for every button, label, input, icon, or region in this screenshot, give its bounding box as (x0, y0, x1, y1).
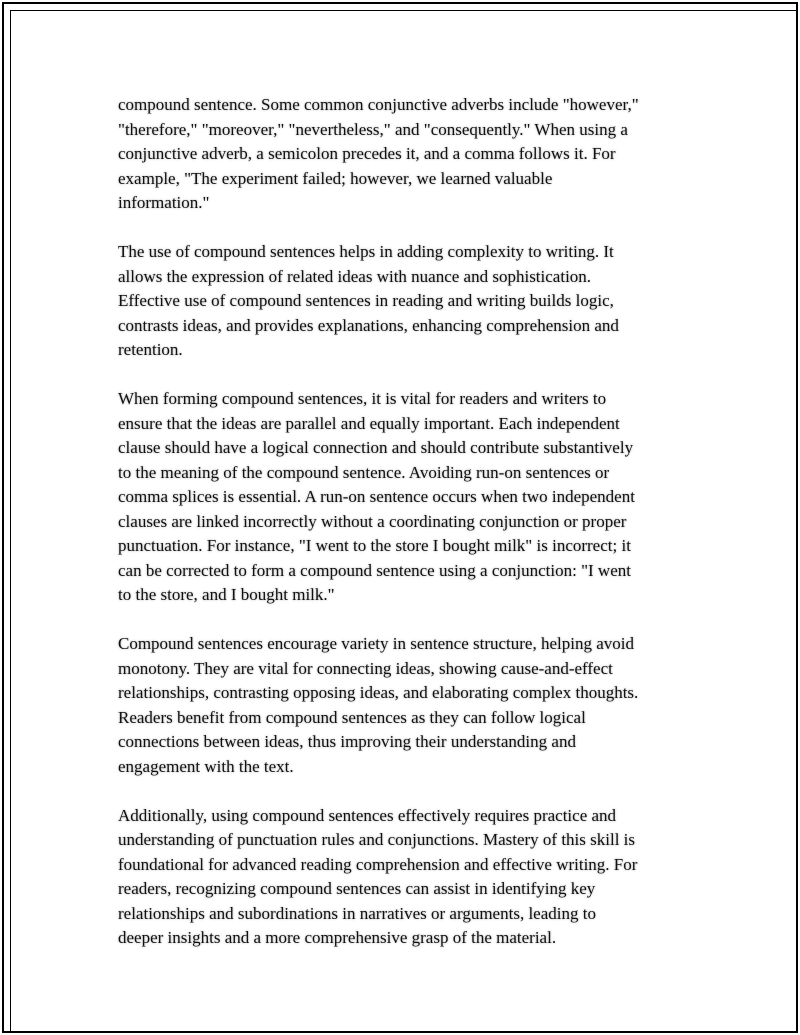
text-line: information." (118, 193, 210, 212)
document-body (118, 93, 690, 975)
text-line: connections between ideas, thus improving their understanding and (118, 732, 576, 751)
text-line: readers, recognizing compound sentences can assist in identifying key (118, 879, 596, 898)
text-line: engagement with the text. (118, 756, 294, 776)
text-line: to the meaning of the compound sentence. Avoiding run-on sentences or (118, 462, 610, 482)
text-line: can be corrected to form a compound sentence using a conjunction: "I went (118, 560, 631, 580)
text-line: ensure that the ideas are parallel and equally important. Each independent (118, 413, 620, 433)
text-line: deeper insights and a more comprehensive grasp of the material. (118, 928, 557, 947)
paragraph-conjunctive-adverbs (118, 93, 690, 216)
text-line: relationships, contrasting opposing ideas, and elaborating complex thoughts. (118, 683, 639, 702)
text-line: The use of compound sentences helps in adding complexity to writing. It (118, 242, 614, 261)
text-line: clauses are linked incorrectly without a coordinating conjunction or proper (118, 511, 627, 531)
text-line: retention. (118, 340, 183, 359)
text-line: When forming compound sentences, it is vital for readers and writers to (118, 389, 607, 408)
paragraph-complexity (118, 240, 690, 363)
paragraph-forming-compound-sentences (118, 387, 690, 608)
text-line: foundational for advanced reading comprehension and effective writing. For (118, 854, 638, 874)
paragraph-practice (118, 804, 690, 951)
text-line: Compound sentences encourage variety in sentence structure, helping avoid (118, 634, 634, 653)
text-line: comma splices is essential. A run-on sentence occurs when two independent (118, 487, 635, 506)
text-line: compound sentence. Some common conjunctive adverbs include "however," (118, 95, 639, 114)
text-line: Readers benefit from compound sentences as they can follow logical (118, 707, 586, 727)
text-line: example, "The experiment failed; however, we learned valuable (118, 168, 553, 188)
text-line: monotony. They are vital for connecting ideas, showing cause-and-effect (118, 658, 613, 678)
text-line: "therefore," "moreover," "nevertheless," and "consequently." When using a (118, 119, 628, 139)
paragraph-variety (118, 632, 690, 779)
text-line: punctuation. For instance, "I went to the store I bought milk" is incorrect; it (118, 536, 631, 555)
text-line: clause should have a logical connection and should contribute substantively (118, 438, 634, 457)
text-line: conjunctive adverb, a semicolon precedes it, and a comma follows it. For (118, 144, 616, 163)
text-line: allows the expression of related ideas with nuance and sophistication. (118, 266, 592, 286)
text-line: Additionally, using compound sentences effectively requires practice and (118, 805, 617, 825)
text-line: to the store, and I bought milk." (118, 585, 335, 604)
text-line: relationships and subordinations in narratives or arguments, leading to (118, 903, 596, 923)
text-line: understanding of punctuation rules and conjunctions. Mastery of this skill is (118, 830, 636, 849)
text-line: contrasts ideas, and provides explanations, enhancing comprehension and (118, 315, 619, 335)
text-line: Effective use of compound sentences in reading and writing builds logic, (118, 291, 614, 310)
